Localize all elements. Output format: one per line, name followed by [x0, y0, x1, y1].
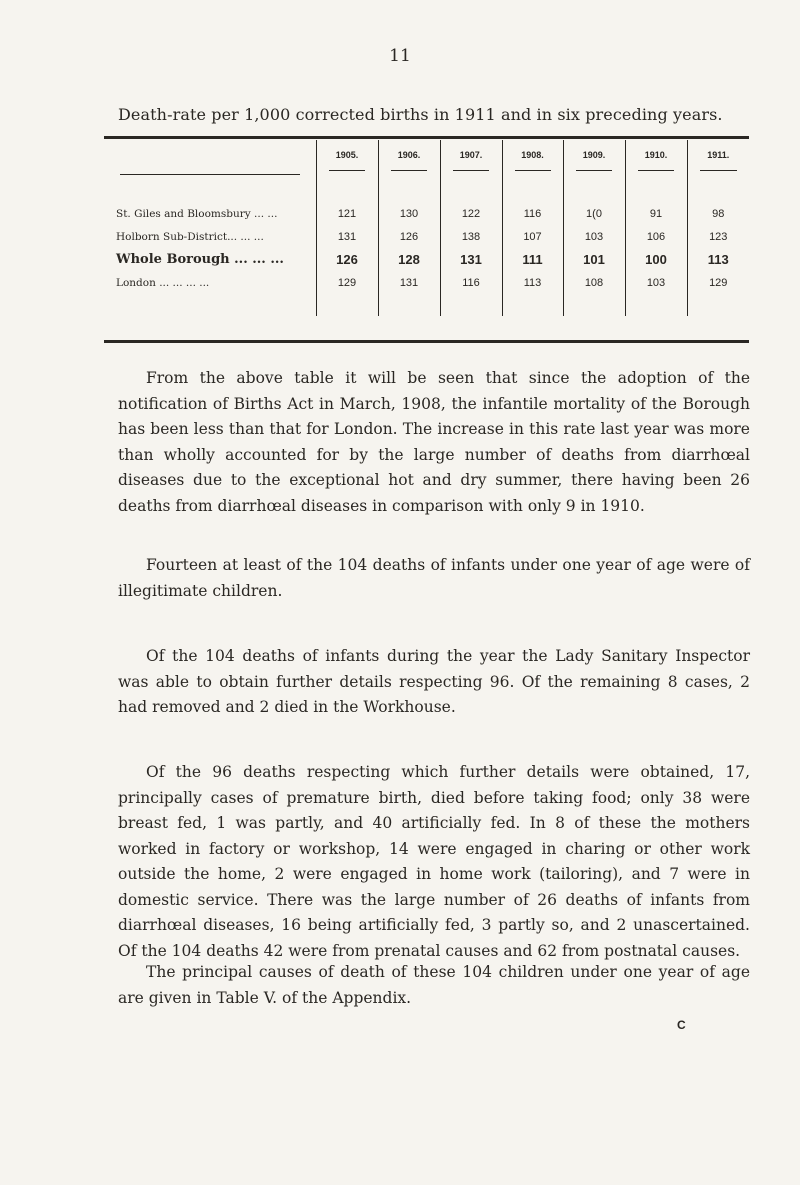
page-number: 11: [389, 46, 411, 66]
row-label: Holborn Sub-District... ... ...: [116, 230, 264, 243]
cell-value: 107: [502, 225, 563, 248]
header-year-1906: 1906.: [378, 140, 440, 180]
cell-value: 103: [625, 271, 687, 294]
death-rate-table: [104, 140, 749, 316]
cell-value: 131: [378, 271, 440, 294]
cell-value: 130: [378, 202, 440, 225]
paragraph-inspector-details: Of the 104 deaths of infants during the year the Lady Sanitary Inspector was able to obtain further details respecting 96. Of the remaining 8 cases, 2 had removed and 2 died in the Workhouse.: [118, 647, 750, 716]
cell-value: 138: [440, 225, 502, 248]
cell-value: 98: [687, 202, 749, 225]
cell-value: 131: [316, 225, 378, 248]
table-header-row: [104, 140, 749, 180]
cell-value: 128: [378, 248, 440, 271]
header-year-1907: 1907.: [440, 140, 502, 180]
row-label: London ... ... ... ...: [116, 276, 210, 289]
cell-value: 121: [316, 202, 378, 225]
header-blank: [104, 140, 316, 180]
cell-value: 122: [440, 202, 502, 225]
table-title: Death-rate per 1,000 corrected births in 1911 and in six preceding years.: [118, 105, 723, 124]
table-row-whole-borough: [104, 248, 749, 271]
paragraph-principal-causes: The principal causes of death of these 104 children under one year of age are given in Table V. of the Appendix.: [118, 963, 750, 1007]
paragraph-feeding-details: Of the 96 deaths respecting which further details were obtained, 17, principally cases of premature birth, died before taking food; only 38 were breast fed, 1 was partly, and 40 artificially fed. In 8 of these the mothers worked in factory or workshop, 14 were engaged in charing or other work outside the home, 2 were engaged in home work (tailoring), and 7 were in domestic service. There was the large number of 26 deaths of infants from diarrhœal diseases, 16 being artificially fed, 3 partly so, and 2 unascertained. Of the 104 deaths 42 were from prenatal causes and 62 from postnatal causes.: [118, 763, 750, 960]
signature-mark: C: [677, 1018, 686, 1032]
cell-value: 123: [687, 225, 749, 248]
cell-value: 116: [440, 271, 502, 294]
table-bottom-rule: [104, 340, 749, 343]
row-label: St. Giles and Bloomsbury ... ...: [116, 207, 278, 220]
cell-value: 116: [502, 202, 563, 225]
cell-value: 103: [563, 225, 625, 248]
cell-value: 106: [625, 225, 687, 248]
cell-value: 113: [687, 248, 749, 271]
header-year-1908: 1908.: [502, 140, 563, 180]
header-year-1905: 1905.: [316, 140, 378, 180]
cell-value: 129: [316, 271, 378, 294]
header-year-1910: 1910.: [625, 140, 687, 180]
cell-value: 91: [625, 202, 687, 225]
table-row-st-giles: [104, 202, 749, 225]
table-row-holborn: [104, 225, 749, 248]
cell-value: 126: [378, 225, 440, 248]
cell-value: 129: [687, 271, 749, 294]
cell-value: 1(0: [563, 202, 625, 225]
cell-value: 131: [440, 248, 502, 271]
cell-value: 108: [563, 271, 625, 294]
header-year-1909: 1909.: [563, 140, 625, 180]
cell-value: 101: [563, 248, 625, 271]
paragraph-table-commentary: From the above table it will be seen that since the adoption of the notification of Births Act in March, 1908, the infantile mortality of the Borough has been less than that for London. The increase in this rate last year was more than wholly accounted for by the large number of deaths from diarrhœal diseases due to the exceptional hot and dry summer, there having been 26 deaths from diarrhœal diseases in comparison with only 9 in 1910.: [118, 369, 750, 515]
paragraph-illegitimate: Fourteen at least of the 104 deaths of infants under one year of age were of illegitimate children.: [118, 556, 750, 600]
table-top-rule: [104, 136, 749, 139]
header-year-1911: 1911.: [687, 140, 749, 180]
cell-value: 126: [316, 248, 378, 271]
row-label: Whole Borough ... ... ...: [116, 252, 284, 267]
cell-value: 111: [502, 248, 563, 271]
cell-value: 100: [625, 248, 687, 271]
cell-value: 113: [502, 271, 563, 294]
table-row-london: [104, 271, 749, 294]
